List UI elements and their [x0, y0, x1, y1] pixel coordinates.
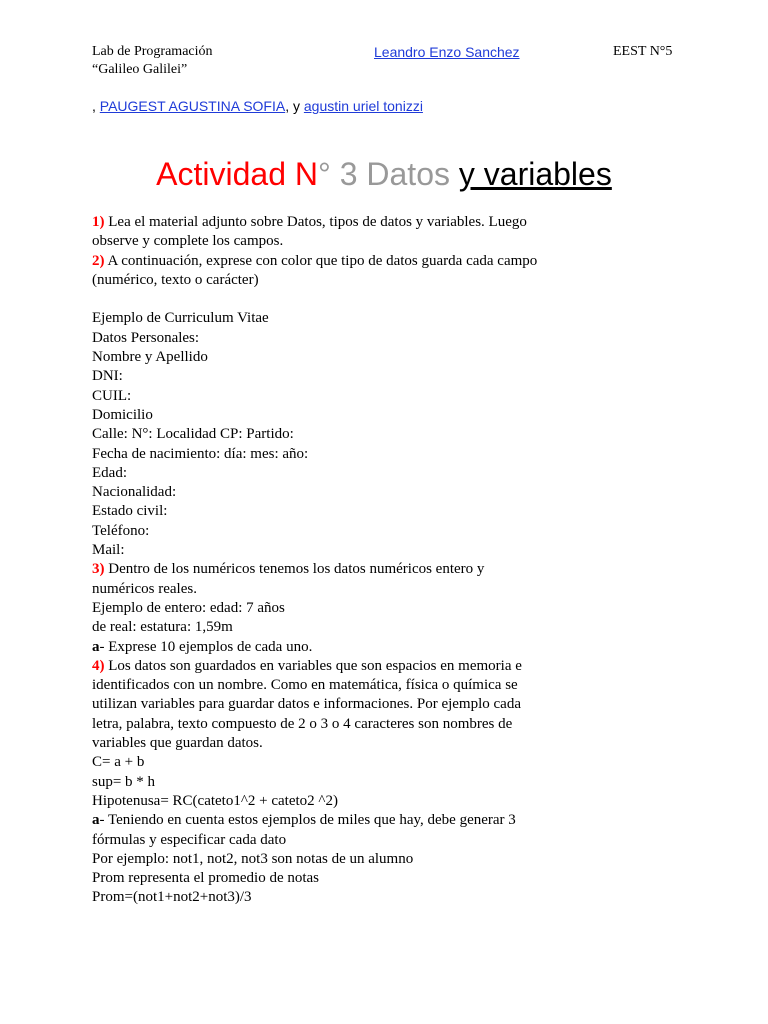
cv-line: CUIL: [92, 387, 132, 404]
item-3a-text: - Exprese 10 ejemplos de cada uno. [99, 638, 313, 655]
example-line-3: Prom=(not1+not2+not3)/3 [92, 889, 252, 906]
cv-line: Domicilio [92, 406, 153, 423]
page-title [0, 152, 768, 196]
author-link-tonizzi[interactable]: agustin uriel tonizzi [303, 98, 423, 114]
item-2-text: A continuación, exprese con color que tipo de datos guarda cada campo [107, 252, 538, 269]
item-4-line-4: letra, palabra, texto compuesto de 2 o 3 o 4 caracteres son nombres de [92, 715, 513, 732]
item-4-line-3: utilizan variables para guardar datos e informaciones. Por ejemplo cada [92, 696, 521, 713]
item-3-text: Dentro de los numéricos tenemos los datos numéricos entero y [108, 561, 485, 578]
cv-line: Edad: [92, 464, 127, 481]
item-4a-text: - Teniendo en cuenta estos ejemplos de miles que hay, debe generar 3 [99, 812, 516, 829]
item-4-line-2: identificados con un nombre. Como en matemática, física o química se [92, 677, 518, 694]
item-1-line-1 [92, 213, 552, 232]
header-school-name: “Galileo Galilei” [92, 62, 188, 77]
example-line-1: Por ejemplo: not1, not2, not3 son notas de un alumno [92, 850, 414, 867]
cv-line: DNI: [92, 368, 123, 385]
item-4a-line-2: fórmulas y especificar cada dato [92, 831, 287, 848]
item-1-text: Lea el material adjunto sobre Datos, tipos de datos y variables. Luego [108, 214, 527, 230]
item-3-line-3: Ejemplo de entero: edad: 7 años [92, 599, 285, 616]
authors-prefix: , [92, 98, 96, 114]
cv-line: Datos Personales: [92, 329, 200, 346]
item-3-line-1 [92, 560, 552, 579]
cv-line: Ejemplo de Curriculum Vitae [92, 310, 269, 327]
header-author [374, 43, 520, 61]
item-4a-line-1 [92, 811, 552, 830]
item-3-number: 3) [92, 561, 105, 578]
cv-line: Fecha de nacimiento: día: mes: año: [92, 445, 309, 462]
item-4-number: 4) [92, 657, 105, 674]
authors-separator: , y [285, 98, 300, 114]
cv-line: Calle: N°: Localidad CP: Partido: [92, 426, 294, 443]
cv-line: Teléfono: [92, 522, 150, 539]
item-2-line-2: (numérico, texto o carácter) [92, 271, 259, 288]
formula-3: Hipotenusa= RC(cateto1^2 + cateto2 ^2) [92, 792, 338, 809]
item-3-line-4: de real: estatura: 1,59m [92, 619, 233, 636]
item-1-line-2: observe y complete los campos. [92, 233, 284, 250]
cv-line: Nombre y Apellido [92, 349, 208, 366]
document-body [92, 213, 552, 908]
title-part-gray: ° 3 Datos [318, 156, 450, 192]
item-4-text: Los datos son guardados en variables que son espacios en memoria e [108, 657, 522, 674]
item-2-line-1 [92, 252, 552, 271]
item-1-number: 1) [92, 214, 105, 230]
title-part-red: Actividad N [156, 156, 319, 192]
header-school-code: EEST N°5 [613, 44, 673, 59]
authors-line [92, 97, 423, 115]
item-4-line-1 [92, 657, 552, 676]
item-4a-label: a [92, 812, 100, 829]
cv-line: Mail: [92, 542, 125, 559]
formula-1: C= a + b [92, 754, 145, 771]
author-link-leandro[interactable]: Leandro Enzo Sanchez [374, 44, 520, 60]
cv-line: Nacionalidad: [92, 484, 177, 501]
blank-line [92, 290, 552, 309]
item-3-line-2: numéricos reales. [92, 580, 197, 597]
item-3a-label: a [92, 638, 100, 655]
header-lab: Lab de Programación [92, 44, 213, 59]
item-4-line-5: variables que guardan datos. [92, 735, 263, 752]
cv-line: Estado civil: [92, 503, 168, 520]
item-2-number: 2) [92, 252, 105, 269]
example-line-2: Prom representa el promedio de notas [92, 870, 320, 887]
title-part-black: y variables [458, 156, 612, 192]
item-3a-line [92, 638, 552, 657]
author-link-paugest[interactable]: PAUGEST AGUSTINA SOFIA [99, 98, 286, 114]
formula-2: sup= b * h [92, 773, 156, 790]
